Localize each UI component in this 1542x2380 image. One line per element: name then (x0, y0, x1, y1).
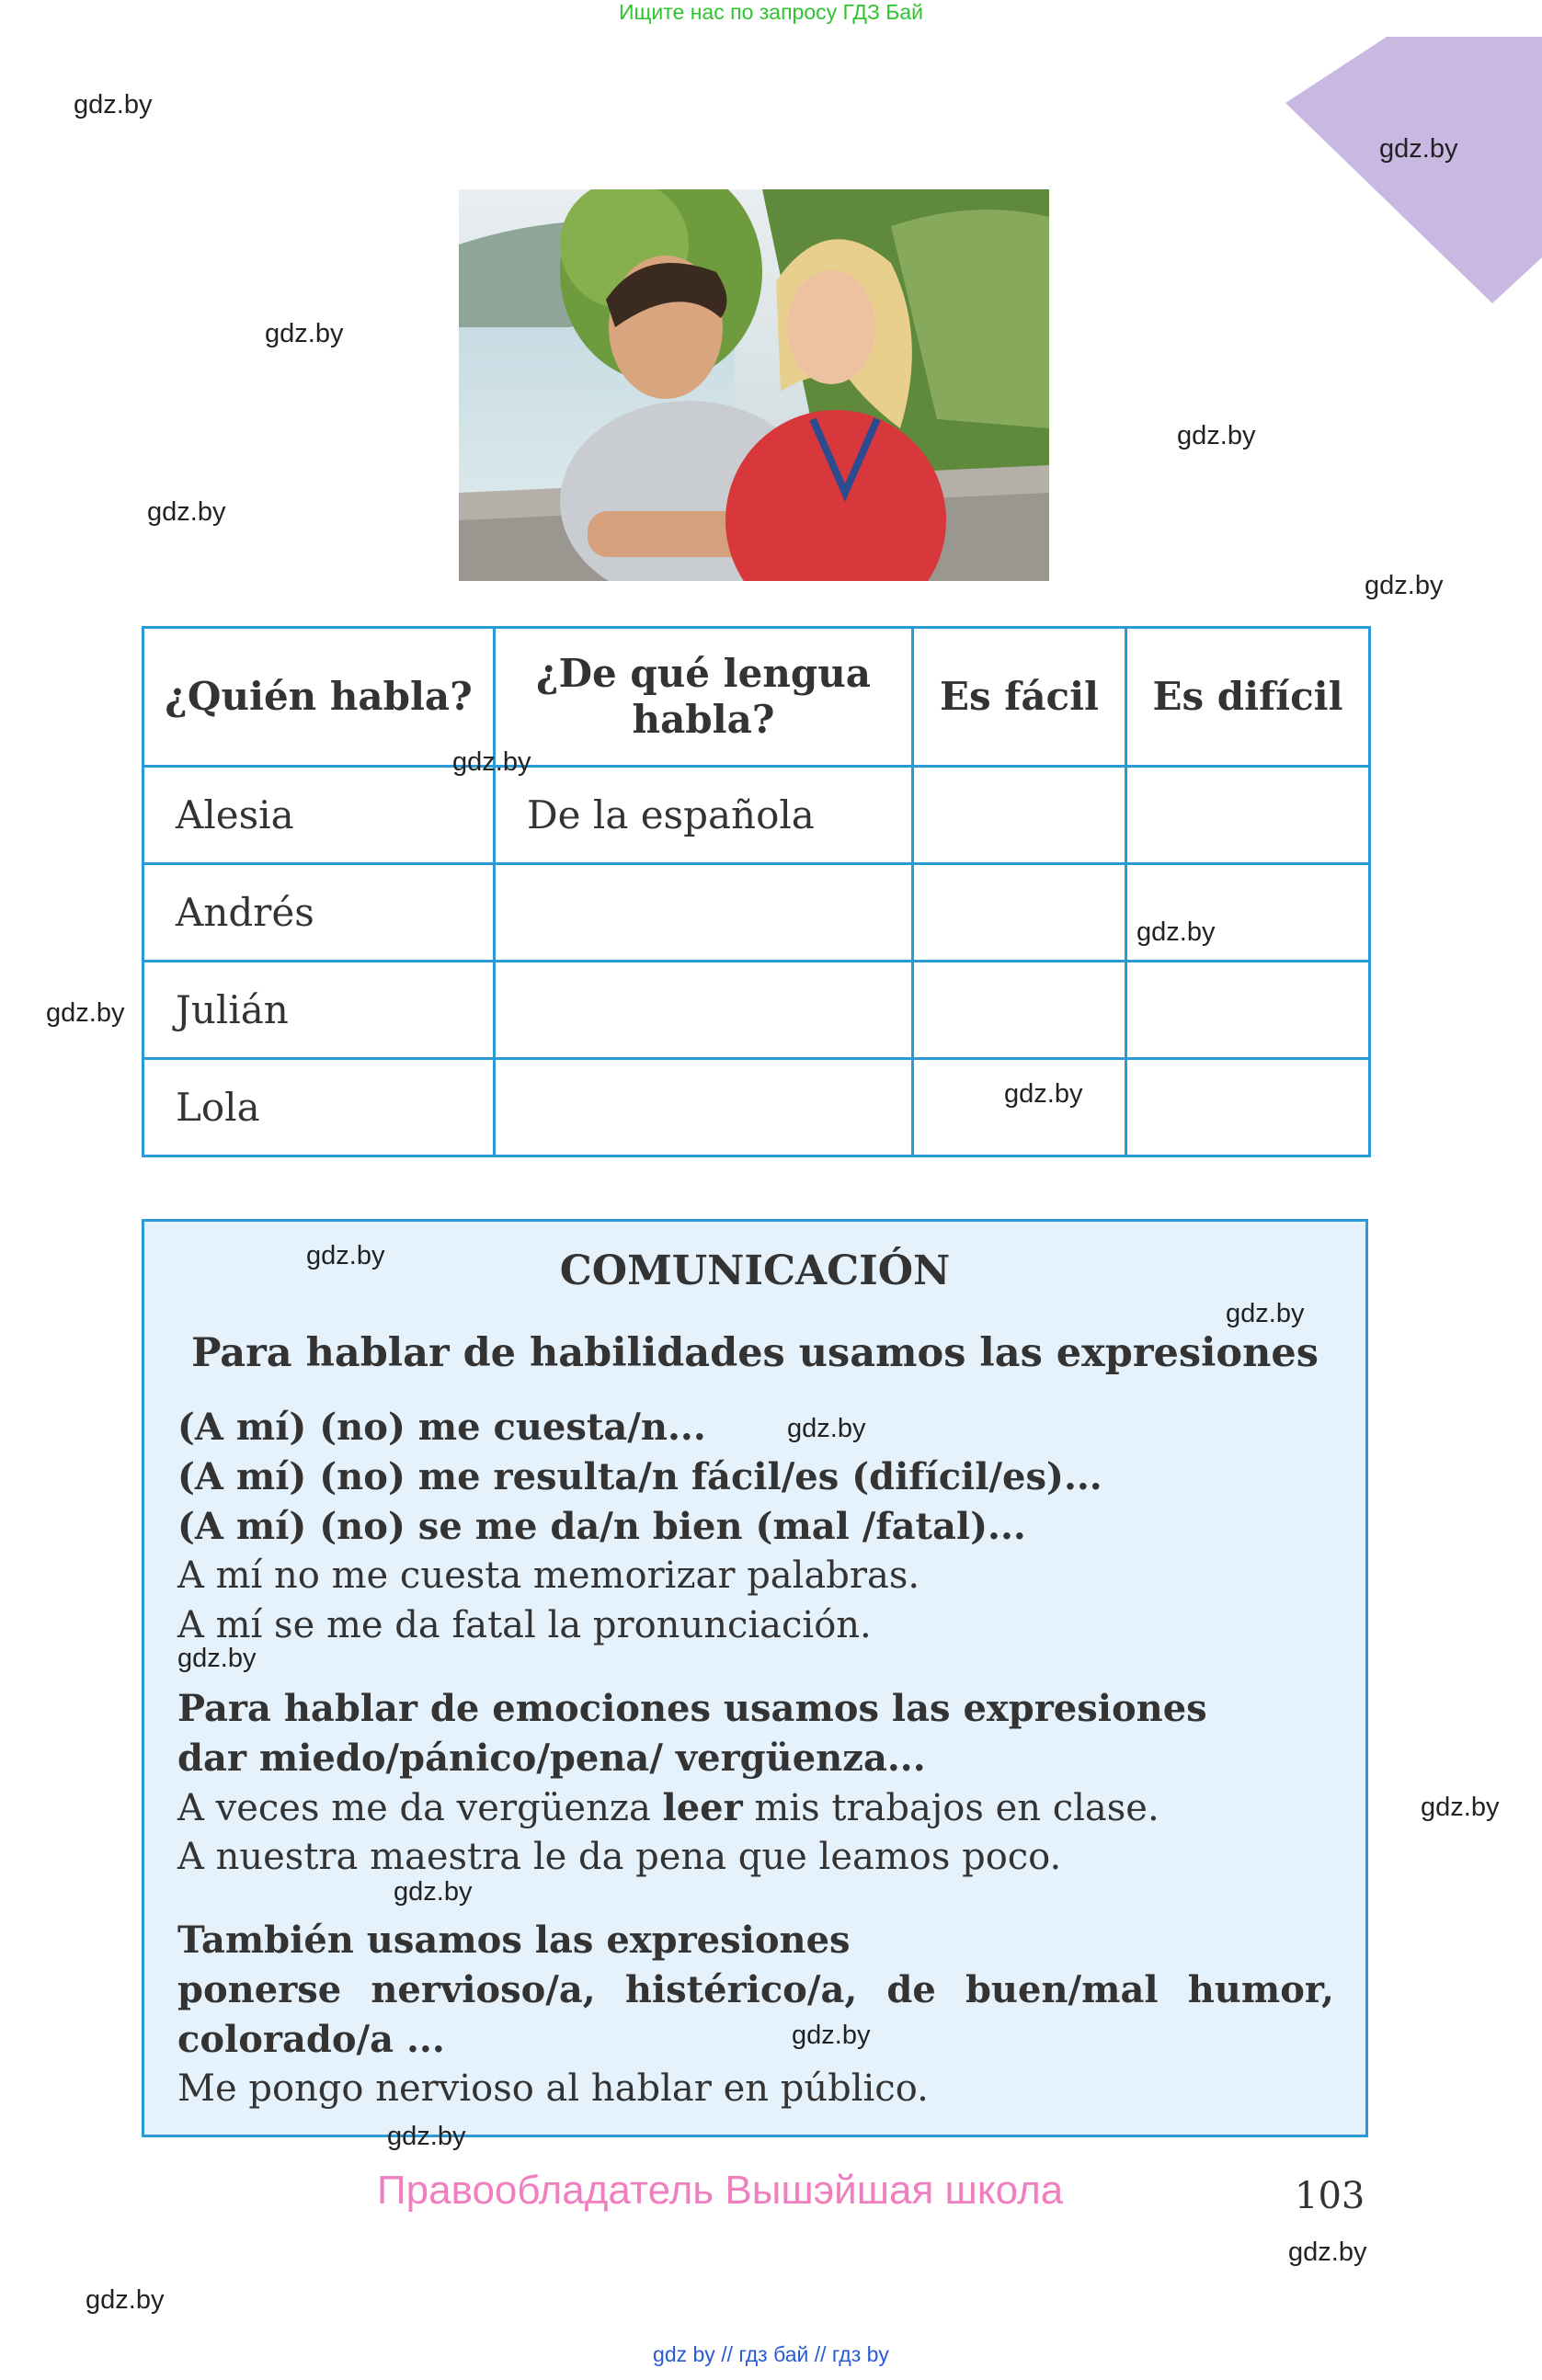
watermark: gdz.by (452, 747, 531, 777)
table-cell (495, 1059, 913, 1156)
watermark: gdz.by (1177, 421, 1256, 450)
table-cell (1126, 962, 1370, 1059)
watermark: gdz.by (1137, 917, 1216, 947)
watermark: gdz.by (1379, 134, 1458, 164)
watermark: gdz.by (265, 319, 344, 348)
expression-word: histérico/a, (624, 1968, 858, 2011)
example-line (177, 1786, 1334, 1829)
watermark: gdz.by (306, 1241, 385, 1270)
watermark: gdz.by (147, 497, 226, 527)
watermark: gdz.by (1004, 1079, 1083, 1109)
table-cell (913, 767, 1126, 864)
expression-word: buen/mal (965, 1968, 1159, 2011)
table-cell (495, 864, 913, 962)
table-cell (1126, 767, 1370, 864)
expression-line: dar miedo/pánico/pena/ vergüenza... (177, 1737, 926, 1780)
table-cell: Andrés (143, 864, 495, 962)
section-heading: Para hablar de emociones usamos las expresiones (177, 1687, 1207, 1730)
watermark: gdz.by (1226, 1299, 1305, 1328)
example-bold-word: leer (662, 1786, 743, 1829)
corner-tab (1285, 37, 1542, 303)
watermark: gdz.by (74, 90, 153, 120)
watermark: gdz.by (46, 998, 125, 1028)
watermark: gdz.by (1288, 2238, 1367, 2267)
table-cell: Alesia (143, 767, 495, 864)
speakers-table (142, 626, 1371, 1157)
expression-line: colorado/a ... (177, 2018, 445, 2061)
example-text: A veces me da vergüenza (177, 1787, 663, 1829)
watermark: gdz.by (1421, 1793, 1500, 1822)
example-line: A nuestra maestra le da pena que leamos poco. (177, 1836, 1062, 1878)
watermark: gdz.by (387, 2122, 466, 2151)
page-number: 103 (1295, 2175, 1365, 2217)
header-cell: Es fácil (913, 628, 1126, 767)
watermark: gdz.by (394, 1877, 473, 1907)
table-cell (913, 962, 1126, 1059)
header-cell: ¿Quién habla? (143, 628, 495, 767)
table-row (143, 962, 1370, 1059)
couple-photo (459, 189, 1049, 581)
expression-word: de (886, 1968, 936, 2011)
table-row (143, 1059, 1370, 1156)
table-cell (1126, 1059, 1370, 1156)
watermark: gdz.by (1365, 571, 1444, 600)
table-cell (913, 864, 1126, 962)
table-cell: De la española (495, 767, 913, 864)
watermark: gdz.by (86, 2285, 165, 2315)
communication-box (142, 1219, 1368, 2137)
expression-word: humor, (1187, 1968, 1334, 2011)
rights-holder: Правообладатель Вышэйшая школа (377, 2168, 1064, 2213)
expression-word: nervioso/a, (371, 1968, 596, 2011)
watermark: gdz.by (177, 1644, 257, 1673)
box-subtitle: Para hablar de habilidades usamos las expresiones (191, 1330, 1319, 1376)
top-note: Ищите нас по запросу ГДЗ Бай (618, 0, 924, 24)
box-title: COMUNICACIÓN (559, 1247, 951, 1294)
expression-word: ponerse (177, 1968, 342, 2011)
watermark: gdz.by (792, 2021, 871, 2050)
expression-line: (A mí) (no) me cuesta/n... (177, 1406, 706, 1449)
bottom-note: gdz by // гдз бай // гдз by (653, 2342, 889, 2366)
section-heading: También usamos las expresiones (177, 1919, 851, 1962)
example-line: A mí no me cuesta memorizar palabras. (177, 1554, 920, 1597)
table-cell (495, 962, 913, 1059)
example-text: mis trabajos en clase. (742, 1787, 1159, 1829)
table-cell: Julián (143, 962, 495, 1059)
expression-line: (A mí) (no) se me da/n bien (mal /fatal)... (177, 1505, 1026, 1548)
expression-line: (A mí) (no) me resulta/n fácil/es (difícil/es)... (177, 1455, 1102, 1498)
example-line: Me pongo nervioso al hablar en público. (177, 2067, 929, 2110)
table-row (143, 767, 1370, 864)
expression-line (177, 1968, 1334, 2011)
watermark: gdz.by (787, 1414, 866, 1443)
example-line: A mí se me da fatal la pronunciación. (177, 1604, 872, 1646)
table-cell: Lola (143, 1059, 495, 1156)
table-header-row (143, 628, 1370, 767)
header-cell: ¿De qué lengua habla? (495, 628, 913, 767)
header-cell: Es difícil (1126, 628, 1370, 767)
